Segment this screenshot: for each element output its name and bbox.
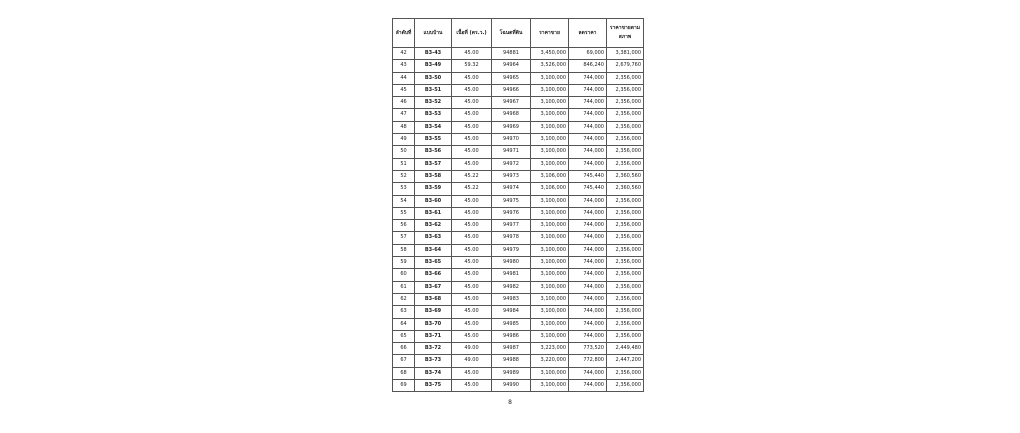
cell-area: 45.22 [452, 170, 492, 182]
cell-no: 51 [393, 158, 415, 170]
cell-price: 3,100,000 [531, 318, 569, 330]
header-plan: แบบบ้าน [415, 19, 452, 48]
table-row [393, 134, 644, 146]
table-row [393, 380, 644, 392]
cell-net-price: 2,356,000 [607, 380, 644, 392]
cell-area: 45.00 [452, 330, 492, 342]
cell-plan: B3-52 [415, 97, 452, 109]
cell-price: 3,100,000 [531, 121, 569, 133]
table-row [393, 170, 644, 182]
cell-area: 45.00 [452, 121, 492, 133]
cell-deed: 94881 [492, 48, 531, 60]
cell-discount: 744,000 [569, 232, 607, 244]
cell-deed: 94972 [492, 158, 531, 170]
cell-net-price: 2,356,000 [607, 109, 644, 121]
table-row [393, 48, 644, 60]
table-row [393, 72, 644, 84]
cell-plan: B3-53 [415, 109, 452, 121]
cell-price: 3,100,000 [531, 367, 569, 379]
cell-plan: B3-64 [415, 244, 452, 256]
cell-area: 45.00 [452, 380, 492, 392]
cell-price: 3,450,000 [531, 48, 569, 60]
cell-discount: 846,240 [569, 60, 607, 72]
cell-area: 49.00 [452, 355, 492, 367]
cell-area: 45.00 [452, 109, 492, 121]
cell-discount: 744,000 [569, 281, 607, 293]
cell-plan: B3-72 [415, 343, 452, 355]
cell-net-price: 2,356,000 [607, 146, 644, 158]
cell-net-price: 2,356,000 [607, 232, 644, 244]
cell-discount: 744,000 [569, 330, 607, 342]
cell-net-price: 2,356,000 [607, 269, 644, 281]
cell-plan: B3-67 [415, 281, 452, 293]
cell-no: 52 [393, 170, 415, 182]
cell-discount: 744,000 [569, 220, 607, 232]
cell-deed: 94986 [492, 330, 531, 342]
cell-discount: 744,000 [569, 367, 607, 379]
table-row [393, 293, 644, 305]
cell-discount: 744,000 [569, 158, 607, 170]
cell-area: 45.00 [452, 207, 492, 219]
cell-no: 68 [393, 367, 415, 379]
cell-price: 3,100,000 [531, 257, 569, 269]
cell-area: 45.00 [452, 293, 492, 305]
cell-no: 69 [393, 380, 415, 392]
cell-net-price: 2,447,200 [607, 355, 644, 367]
cell-area: 45.00 [452, 84, 492, 96]
table-row [393, 244, 644, 256]
cell-price: 3,526,000 [531, 60, 569, 72]
cell-plan: B3-66 [415, 269, 452, 281]
table-row [393, 97, 644, 109]
cell-no: 45 [393, 84, 415, 96]
table-row [393, 330, 644, 342]
cell-deed: 94967 [492, 97, 531, 109]
cell-price: 3,100,000 [531, 330, 569, 342]
cell-deed: 94984 [492, 306, 531, 318]
header-price: ราคาขาย [531, 19, 569, 48]
table-row [393, 183, 644, 195]
table-row [393, 158, 644, 170]
cell-net-price: 2,356,000 [607, 207, 644, 219]
cell-price: 3,100,000 [531, 220, 569, 232]
cell-no: 57 [393, 232, 415, 244]
cell-area: 45.00 [452, 97, 492, 109]
cell-net-price: 2,356,000 [607, 220, 644, 232]
cell-no: 66 [393, 343, 415, 355]
table-row [393, 207, 644, 219]
cell-deed: 94975 [492, 195, 531, 207]
cell-discount: 745,440 [569, 170, 607, 182]
table-row [393, 220, 644, 232]
cell-net-price: 2,356,000 [607, 84, 644, 96]
cell-plan: B3-65 [415, 257, 452, 269]
cell-discount: 744,000 [569, 97, 607, 109]
cell-discount: 744,000 [569, 72, 607, 84]
cell-deed: 94983 [492, 293, 531, 305]
cell-plan: B3-43 [415, 48, 452, 60]
table-row [393, 84, 644, 96]
cell-net-price: 2,356,000 [607, 244, 644, 256]
cell-area: 45.00 [452, 318, 492, 330]
cell-price: 3,100,000 [531, 293, 569, 305]
cell-no: 50 [393, 146, 415, 158]
header-deed: โฉนดที่ดิน [492, 19, 531, 48]
cell-net-price: 2,356,000 [607, 195, 644, 207]
cell-discount: 772,800 [569, 355, 607, 367]
cell-plan: B3-70 [415, 318, 452, 330]
cell-price: 3,220,000 [531, 355, 569, 367]
cell-area: 45.22 [452, 183, 492, 195]
cell-plan: B3-69 [415, 306, 452, 318]
cell-plan: B3-51 [415, 84, 452, 96]
cell-net-price: 2,356,000 [607, 281, 644, 293]
cell-plan: B3-63 [415, 232, 452, 244]
cell-no: 48 [393, 121, 415, 133]
cell-area: 45.00 [452, 220, 492, 232]
cell-no: 43 [393, 60, 415, 72]
cell-price: 3,100,000 [531, 232, 569, 244]
cell-no: 62 [393, 293, 415, 305]
cell-plan: B3-74 [415, 367, 452, 379]
cell-discount: 773,520 [569, 343, 607, 355]
cell-net-price: 2,356,000 [607, 134, 644, 146]
cell-plan: B3-60 [415, 195, 452, 207]
cell-discount: 744,000 [569, 195, 607, 207]
table-row [393, 318, 644, 330]
cell-plan: B3-50 [415, 72, 452, 84]
cell-discount: 69,000 [569, 48, 607, 60]
cell-discount: 744,000 [569, 306, 607, 318]
cell-no: 65 [393, 330, 415, 342]
cell-no: 55 [393, 207, 415, 219]
cell-net-price: 2,356,000 [607, 318, 644, 330]
cell-plan: B3-58 [415, 170, 452, 182]
cell-deed: 94964 [492, 60, 531, 72]
cell-net-price: 2,360,560 [607, 183, 644, 195]
cell-plan: B3-61 [415, 207, 452, 219]
cell-net-price: 2,356,000 [607, 97, 644, 109]
cell-discount: 744,000 [569, 244, 607, 256]
cell-price: 3,100,000 [531, 269, 569, 281]
cell-area: 45.00 [452, 72, 492, 84]
table-row [393, 367, 644, 379]
cell-plan: B3-57 [415, 158, 452, 170]
table-row [393, 355, 644, 367]
cell-deed: 94988 [492, 355, 531, 367]
cell-deed: 94971 [492, 146, 531, 158]
cell-plan: B3-56 [415, 146, 452, 158]
header-no: ลำดับที่ [393, 19, 415, 48]
cell-net-price: 2,360,560 [607, 170, 644, 182]
table-header-row [393, 19, 644, 48]
cell-plan: B3-62 [415, 220, 452, 232]
cell-area: 45.00 [452, 146, 492, 158]
cell-price: 3,100,000 [531, 146, 569, 158]
cell-deed: 94974 [492, 183, 531, 195]
house-price-table [392, 18, 644, 392]
header-discount: ลดราคา [569, 19, 607, 48]
header-net-price: ราคาขายตามสภาพ [607, 19, 644, 48]
cell-area: 45.00 [452, 158, 492, 170]
cell-discount: 744,000 [569, 318, 607, 330]
table-row [393, 269, 644, 281]
cell-net-price: 2,356,000 [607, 293, 644, 305]
cell-price: 3,100,000 [531, 195, 569, 207]
cell-no: 60 [393, 269, 415, 281]
cell-no: 61 [393, 281, 415, 293]
cell-deed: 94987 [492, 343, 531, 355]
cell-area: 45.00 [452, 232, 492, 244]
cell-price: 3,100,000 [531, 84, 569, 96]
cell-discount: 744,000 [569, 146, 607, 158]
cell-net-price: 2,449,480 [607, 343, 644, 355]
cell-discount: 745,440 [569, 183, 607, 195]
cell-plan: B3-55 [415, 134, 452, 146]
cell-price: 3,100,000 [531, 109, 569, 121]
cell-price: 3,100,000 [531, 306, 569, 318]
cell-discount: 744,000 [569, 257, 607, 269]
cell-plan: B3-68 [415, 293, 452, 305]
page-number: 8 [508, 399, 512, 406]
cell-discount: 744,000 [569, 84, 607, 96]
cell-deed: 94990 [492, 380, 531, 392]
cell-price: 3,100,000 [531, 244, 569, 256]
cell-no: 54 [393, 195, 415, 207]
cell-net-price: 2,679,760 [607, 60, 644, 72]
cell-discount: 744,000 [569, 121, 607, 133]
cell-plan: B3-54 [415, 121, 452, 133]
cell-deed: 94989 [492, 367, 531, 379]
cell-no: 47 [393, 109, 415, 121]
cell-price: 3,223,000 [531, 343, 569, 355]
cell-no: 64 [393, 318, 415, 330]
table-row [393, 60, 644, 72]
cell-area: 45.00 [452, 269, 492, 281]
cell-deed: 94985 [492, 318, 531, 330]
cell-deed: 94978 [492, 232, 531, 244]
cell-net-price: 3,381,000 [607, 48, 644, 60]
cell-area: 45.00 [452, 134, 492, 146]
cell-deed: 94965 [492, 72, 531, 84]
cell-net-price: 2,356,000 [607, 72, 644, 84]
cell-area: 45.00 [452, 306, 492, 318]
table-row [393, 232, 644, 244]
cell-discount: 744,000 [569, 269, 607, 281]
cell-net-price: 2,356,000 [607, 306, 644, 318]
cell-plan: B3-71 [415, 330, 452, 342]
cell-price: 3,106,000 [531, 170, 569, 182]
table-row [393, 281, 644, 293]
cell-no: 67 [393, 355, 415, 367]
cell-price: 3,100,000 [531, 158, 569, 170]
cell-deed: 94981 [492, 269, 531, 281]
cell-area: 45.00 [452, 281, 492, 293]
cell-no: 46 [393, 97, 415, 109]
table-row [393, 306, 644, 318]
cell-plan: B3-73 [415, 355, 452, 367]
cell-net-price: 2,356,000 [607, 367, 644, 379]
cell-deed: 94979 [492, 244, 531, 256]
cell-deed: 94973 [492, 170, 531, 182]
cell-plan: B3-75 [415, 380, 452, 392]
cell-discount: 744,000 [569, 134, 607, 146]
cell-deed: 94969 [492, 121, 531, 133]
cell-price: 3,100,000 [531, 134, 569, 146]
cell-price: 3,100,000 [531, 380, 569, 392]
cell-no: 44 [393, 72, 415, 84]
cell-deed: 94970 [492, 134, 531, 146]
cell-price: 3,106,000 [531, 183, 569, 195]
cell-deed: 94966 [492, 84, 531, 96]
cell-plan: B3-49 [415, 60, 452, 72]
cell-price: 3,100,000 [531, 72, 569, 84]
cell-plan: B3-59 [415, 183, 452, 195]
header-area: เนื้อที่ (ตร.ว.) [452, 19, 492, 48]
cell-area: 45.00 [452, 244, 492, 256]
cell-area: 45.00 [452, 48, 492, 60]
table-row [393, 146, 644, 158]
cell-deed: 94980 [492, 257, 531, 269]
table-row [393, 109, 644, 121]
cell-deed: 94982 [492, 281, 531, 293]
cell-discount: 744,000 [569, 380, 607, 392]
table-row [393, 257, 644, 269]
cell-area: 45.00 [452, 367, 492, 379]
cell-price: 3,100,000 [531, 207, 569, 219]
cell-no: 59 [393, 257, 415, 269]
table-row [393, 195, 644, 207]
cell-no: 56 [393, 220, 415, 232]
cell-deed: 94968 [492, 109, 531, 121]
cell-area: 45.00 [452, 257, 492, 269]
cell-deed: 94976 [492, 207, 531, 219]
cell-price: 3,100,000 [531, 281, 569, 293]
cell-deed: 94977 [492, 220, 531, 232]
cell-price: 3,100,000 [531, 97, 569, 109]
table-row [393, 121, 644, 133]
table-row [393, 343, 644, 355]
cell-no: 53 [393, 183, 415, 195]
cell-discount: 744,000 [569, 207, 607, 219]
cell-no: 49 [393, 134, 415, 146]
cell-area: 49.00 [452, 343, 492, 355]
cell-area: 59.32 [452, 60, 492, 72]
cell-net-price: 2,356,000 [607, 330, 644, 342]
cell-discount: 744,000 [569, 293, 607, 305]
cell-net-price: 2,356,000 [607, 158, 644, 170]
cell-no: 63 [393, 306, 415, 318]
cell-net-price: 2,356,000 [607, 257, 644, 269]
cell-no: 42 [393, 48, 415, 60]
table-body [393, 48, 644, 392]
cell-area: 45.00 [452, 195, 492, 207]
cell-net-price: 2,356,000 [607, 121, 644, 133]
cell-discount: 744,000 [569, 109, 607, 121]
cell-no: 58 [393, 244, 415, 256]
